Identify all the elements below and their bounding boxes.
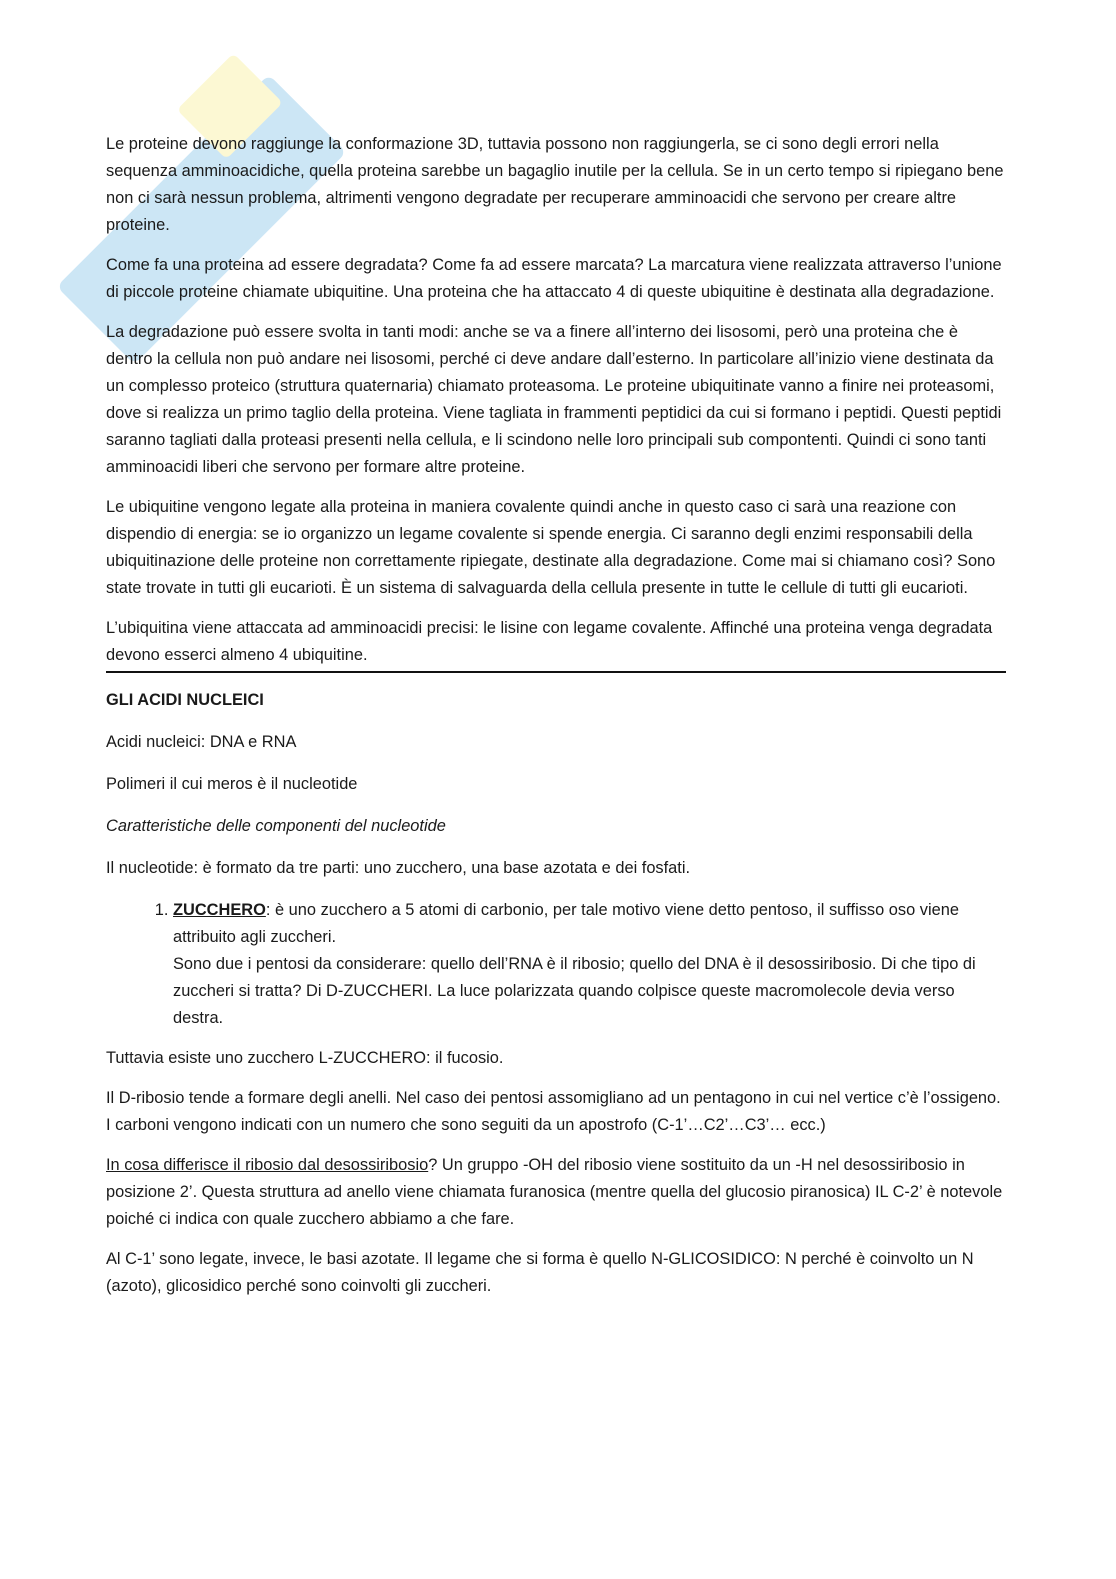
zucchero-text-2: Sono due i pentosi da considerare: quello dell’RNA è il ribosio; quello del DNA è il desossiribosio. Di che tipo di zuccheri si tratta? Di D-ZUCCHERI. La luce polarizzata quando colpisce queste macromolecole devia verso destra. xyxy=(173,955,976,1027)
differenza-answer: ? Un gruppo -OH del ribosio viene sostituito da un -H nel desossiribosio in posizione 2’. Questa struttura ad anello viene chiamata furanosica (mentre quella del glucosio piranosica) IL C-2’ è notevole poiché ci indica con quale zucchero abbiamo a che fare. xyxy=(106,1156,1003,1228)
zucchero-text-1: : è uno zucchero a 5 atomi di carbonio, per tale motivo viene detto pentoso, il suffisso oso viene attribuito agli zuccheri. xyxy=(173,901,959,946)
section-line-2: Polimeri il cui meros è il nucleotide xyxy=(106,775,358,793)
paragraph-1: Le proteine devono raggiunge la conformazione 3D, tuttavia possono non raggiungerla, se ci sono degli errori nella sequenza amminoacidiche, quella proteina sarebbe un bagaglio inutile per la cellula. Se in un certo tempo si ripiegano bene non ci sarà nessun problema, altrimenti vengono degradate per recuperare amminoacidi che servono per creare altre proteine. xyxy=(106,135,1004,234)
paragraph-2: Come fa una proteina ad essere degradata? Come fa ad essere marcata? La marcatura viene realizzata attraverso l’unione di piccole proteine chiamate ubiquitine. Una proteina che ha attaccato 4 di queste ubiquitine è destinata alla degradazione. xyxy=(106,256,1002,301)
paragraph-3: La degradazione può essere svolta in tanti modi: anche se va a finere all’interno dei lisosomi, però una proteina che è dentro la cellula non può andare nei lisosomi, perché ci deve andare dall’esterno. In particolare all’inizio viene destinata da un complesso proteico (struttura quaternaria) chiamato proteasoma. Le proteine ubiquitinate vanno a finire nei proteasomi, dove si realizza un primo taglio della proteina. Viene tagliata in frammenti peptidici da cui si formano i peptidi. Questi peptidi saranno tagliati dalla proteasi presenti nella cellula, e li scindono nelle loro principali sub compontenti. Quindi ci sono tanti amminoacidi liberi che servono per formare altre proteine. xyxy=(106,323,1002,476)
differenza-question: In cosa differisce il ribosio dal desossiribosio xyxy=(106,1156,429,1174)
section-line-1: Acidi nucleici: DNA e RNA xyxy=(106,733,297,751)
list-item-zucchero xyxy=(173,897,1006,1032)
paragraph-differenza xyxy=(106,1152,1006,1233)
nucleotide-intro: Il nucleotide: è formato da tre parti: uno zucchero, una base azotata e dei fosfati. xyxy=(106,859,691,877)
components-list xyxy=(106,897,1006,1032)
section-heading: GLI ACIDI NUCLEICI xyxy=(106,691,264,709)
paragraph-c1: Al C-1’ sono legate, invece, le basi azotate. Il legame che si forma è quello N-GLICOSIDICO: N perché è coinvolto un N (azoto), glicosidico perché sono coinvolti gli zuccheri. xyxy=(106,1250,974,1295)
document-page xyxy=(106,131,1006,1313)
paragraph-4: Le ubiquitine vengono legate alla proteina in maniera covalente quindi anche in questo caso ci sarà una reazione con dispendio di energia: se io organizzo un legame covalente si spende energia. Ci saranno degli enzimi responsabili della ubiquitinazione delle proteine non correttamente ripiegate, destinate alla degradazione. Come mai si chiamano così? Sono state trovate in tutti gli eucarioti. È un sistema di salvaguarda della cellula presente in tutte le cellule di tutti gli eucarioti. xyxy=(106,498,996,597)
section-subheading: Caratteristiche delle componenti del nucleotide xyxy=(106,817,446,835)
zucchero-term: ZUCCHERO xyxy=(173,901,266,919)
paragraph-5: L’ubiquitina viene attaccata ad amminoacidi precisi: le lisine con legame covalente. Affinché una proteina venga degradata devono esserci almeno 4 ubiquitine. xyxy=(106,619,993,664)
section-divider xyxy=(106,671,1006,673)
paragraph-fucosio: Tuttavia esiste uno zucchero L-ZUCCHERO: il fucosio. xyxy=(106,1049,504,1067)
paragraph-ribosio: Il D-ribosio tende a formare degli anelli. Nel caso dei pentosi assomigliano ad un pentagono in cui nel vertice c’è l’ossigeno. I carboni vengono indicati con un numero che sono seguiti da un apostrofo (C-1’…C2’…C3’… ecc.) xyxy=(106,1089,1001,1134)
